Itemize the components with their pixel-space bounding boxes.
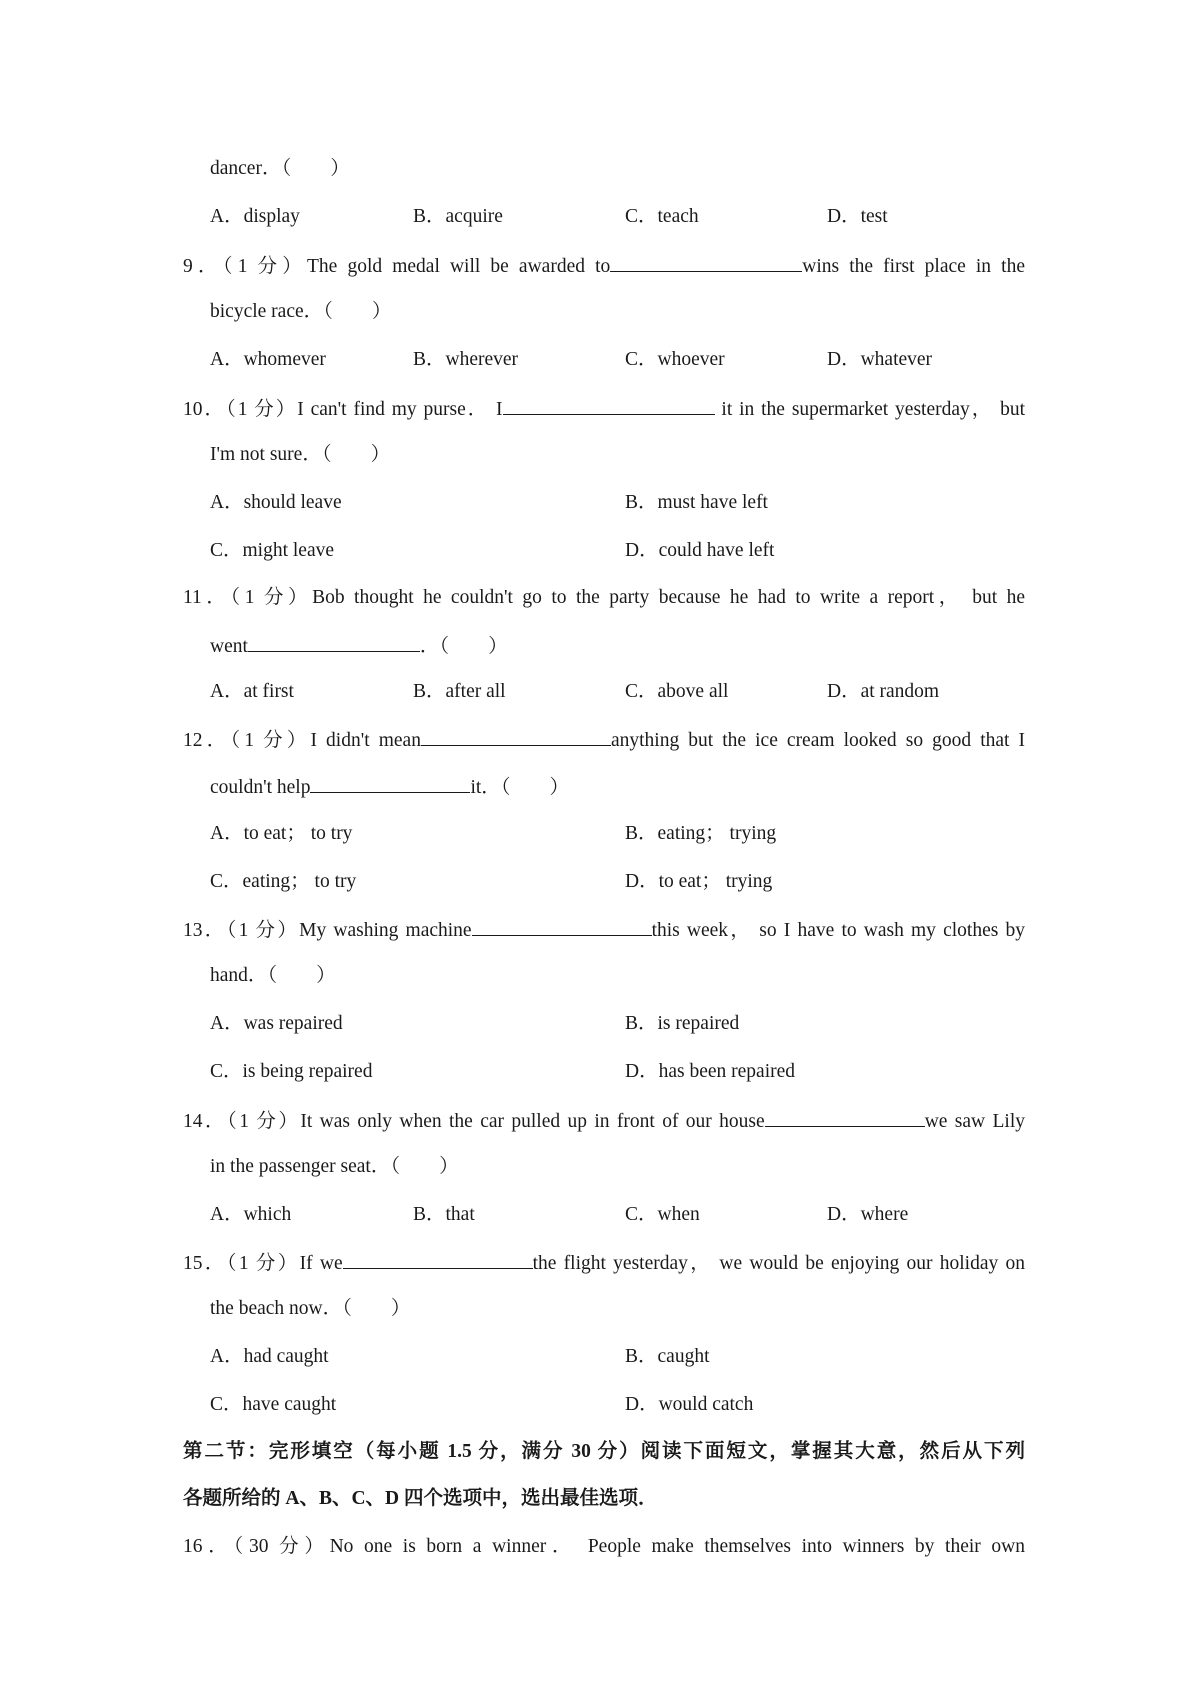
q13-option-c[interactable]: C．is being repaired [210, 1061, 373, 1082]
q13-stem-suffix: this week， so I have to wash my clothes by [651, 920, 1025, 941]
q9-stem-suffix: wins the first place in the [802, 256, 1025, 277]
q13-option-d[interactable]: D．has been repaired [625, 1061, 796, 1082]
q13-continuation: hand．（ ） [210, 965, 336, 986]
q15-options-row1 [0, 1342, 1200, 1372]
q12-stem-prefix: 12．（1 分）I didn't mean [183, 730, 421, 751]
q8-option-b[interactable]: B．acquire [413, 206, 503, 227]
q15-option-d[interactable]: D．would catch [625, 1394, 754, 1415]
q12-continuation [210, 771, 569, 803]
q14-continuation-row [0, 1152, 1200, 1182]
q9-continuation-row [0, 297, 1200, 327]
q10-continuation-row [0, 440, 1200, 470]
q8-option-a[interactable]: A．display [210, 206, 300, 227]
q8-option-d[interactable]: D．test [827, 206, 888, 227]
section2-heading-row2 [0, 1484, 1200, 1514]
q9-stem [183, 250, 1025, 282]
q10-option-c[interactable]: C．might leave [210, 540, 335, 561]
q12-answer-blank-2[interactable] [310, 771, 470, 793]
q14-stem-row [0, 1105, 1200, 1135]
q12-stem-row [0, 724, 1200, 754]
q14-stem-prefix: 14．（1 分）It was only when the car pulled up in front of our house [183, 1111, 765, 1132]
q11-answer-blank[interactable] [248, 630, 420, 652]
q10-stem-suffix: it in the supermarket yesterday， but [714, 399, 1025, 420]
q9-option-c[interactable]: C．whoever [625, 349, 725, 370]
q10-option-d[interactable]: D．could have left [625, 540, 775, 561]
q13-option-b[interactable]: B．is repaired [625, 1013, 740, 1034]
q14-stem [183, 1105, 1025, 1137]
q12-option-a[interactable]: A．to eat； to try [210, 823, 353, 844]
q12-stem-suffix: anything but the ice cream looked so good that I [610, 730, 1025, 751]
q12-answer-blank-1[interactable] [421, 724, 611, 746]
q14-option-c[interactable]: C．when [625, 1204, 700, 1225]
q11-option-b[interactable]: B．after all [413, 681, 506, 702]
q12-option-c[interactable]: C．eating； to try [210, 871, 357, 892]
q12-options-row2 [0, 867, 1200, 897]
q13-options-row1 [0, 1009, 1200, 1039]
q12-continuation-suffix: it．（ ） [470, 777, 570, 798]
q9-option-b[interactable]: B．wherever [413, 349, 519, 370]
q14-option-a[interactable]: A．which [210, 1204, 292, 1225]
q14-option-d[interactable]: D．where [827, 1204, 909, 1225]
q15-stem-suffix: the flight yesterday， we would be enjoying our holiday on [532, 1253, 1025, 1274]
q15-stem-row [0, 1247, 1200, 1277]
q12-continuation-row [0, 771, 1200, 801]
q15-option-b[interactable]: B．caught [625, 1346, 710, 1367]
section2-heading: 第二节：完形填空（每小题 1.5 分，满分 30 分）阅读下面短文，掌握其大意，然后从下列 [183, 1441, 1025, 1462]
q14-answer-blank[interactable] [765, 1105, 925, 1127]
section2-instructions: 各题所给的 A、B、C、D 四个选项中，选出最佳选项． [183, 1488, 658, 1509]
q12-stem [183, 724, 1025, 756]
q11-stem-row [0, 583, 1200, 613]
q12-option-b[interactable]: B．eating； trying [625, 823, 777, 844]
q13-answer-blank[interactable] [472, 914, 652, 936]
q13-continuation-row [0, 961, 1200, 991]
q13-stem-prefix: 13．（1 分）My washing machine [183, 920, 472, 941]
q10-answer-blank[interactable] [503, 393, 715, 415]
q11-continuation-prefix: went [210, 636, 248, 657]
q11-stem: 11．（1 分）Bob thought he couldn't go to the party because he had to write a report， but he [183, 587, 1025, 608]
q13-options-row2 [0, 1057, 1200, 1087]
q11-option-a[interactable]: A．at first [210, 681, 294, 702]
q15-stem [183, 1247, 1025, 1279]
q14-stem-suffix: we saw Lily [924, 1111, 1025, 1132]
q15-options-row2 [0, 1390, 1200, 1420]
q10-option-b[interactable]: B．must have left [625, 492, 768, 513]
q9-options [0, 345, 1200, 375]
q10-continuation: I'm not sure．（ ） [210, 444, 391, 465]
q11-option-c[interactable]: C．above all [625, 681, 729, 702]
q10-options-row2 [0, 536, 1200, 566]
q8-option-c[interactable]: C．teach [625, 206, 699, 227]
q9-option-d[interactable]: D．whatever [827, 349, 933, 370]
q8-continuation: dancer．（ ） [210, 158, 350, 179]
q11-continuation-row [0, 630, 1200, 660]
q14-continuation: in the passenger seat．（ ） [210, 1156, 459, 1177]
q12-option-d[interactable]: D．to eat； trying [625, 871, 773, 892]
q15-option-c[interactable]: C．have caught [210, 1394, 337, 1415]
q9-option-a[interactable]: A．whomever [210, 349, 326, 370]
q11-continuation [210, 630, 508, 662]
q10-option-a[interactable]: A．should leave [210, 492, 342, 513]
q11-options [0, 677, 1200, 707]
q9-stem-prefix: 9．（1 分）The gold medal will be awarded to [183, 256, 611, 277]
q15-continuation: the beach now．（ ） [210, 1298, 411, 1319]
q8-options [0, 202, 1200, 232]
q16-stem-row [0, 1532, 1200, 1562]
q8-continuation-row [0, 154, 1200, 184]
q10-stem-row [0, 393, 1200, 423]
q15-option-a[interactable]: A．had caught [210, 1346, 329, 1367]
q11-continuation-suffix: ．（ ） [419, 636, 508, 657]
q9-stem-row [0, 250, 1200, 280]
q12-continuation-prefix: couldn't help [210, 777, 311, 798]
q9-continuation: bicycle race．（ ） [210, 301, 392, 322]
q10-stem [183, 393, 1025, 425]
q16-stem: 16．（30 分）No one is born a winner． People make themselves into winners by their own [183, 1536, 1025, 1557]
q14-option-b[interactable]: B．that [413, 1204, 475, 1225]
q12-options-row1 [0, 819, 1200, 849]
q14-options [0, 1200, 1200, 1230]
q11-option-d[interactable]: D．at random [827, 681, 940, 702]
q9-answer-blank[interactable] [610, 250, 802, 272]
q10-options-row1 [0, 488, 1200, 518]
q15-stem-prefix: 15．（1 分）If we [183, 1253, 343, 1274]
q13-stem-row [0, 914, 1200, 944]
q10-stem-prefix: 10．（1 分）I can't find my purse． I [183, 399, 503, 420]
section2-heading-row1 [0, 1437, 1200, 1467]
q15-answer-blank[interactable] [343, 1247, 533, 1269]
q13-option-a[interactable]: A．was repaired [210, 1013, 343, 1034]
q15-continuation-row [0, 1294, 1200, 1324]
q13-stem [183, 914, 1025, 946]
